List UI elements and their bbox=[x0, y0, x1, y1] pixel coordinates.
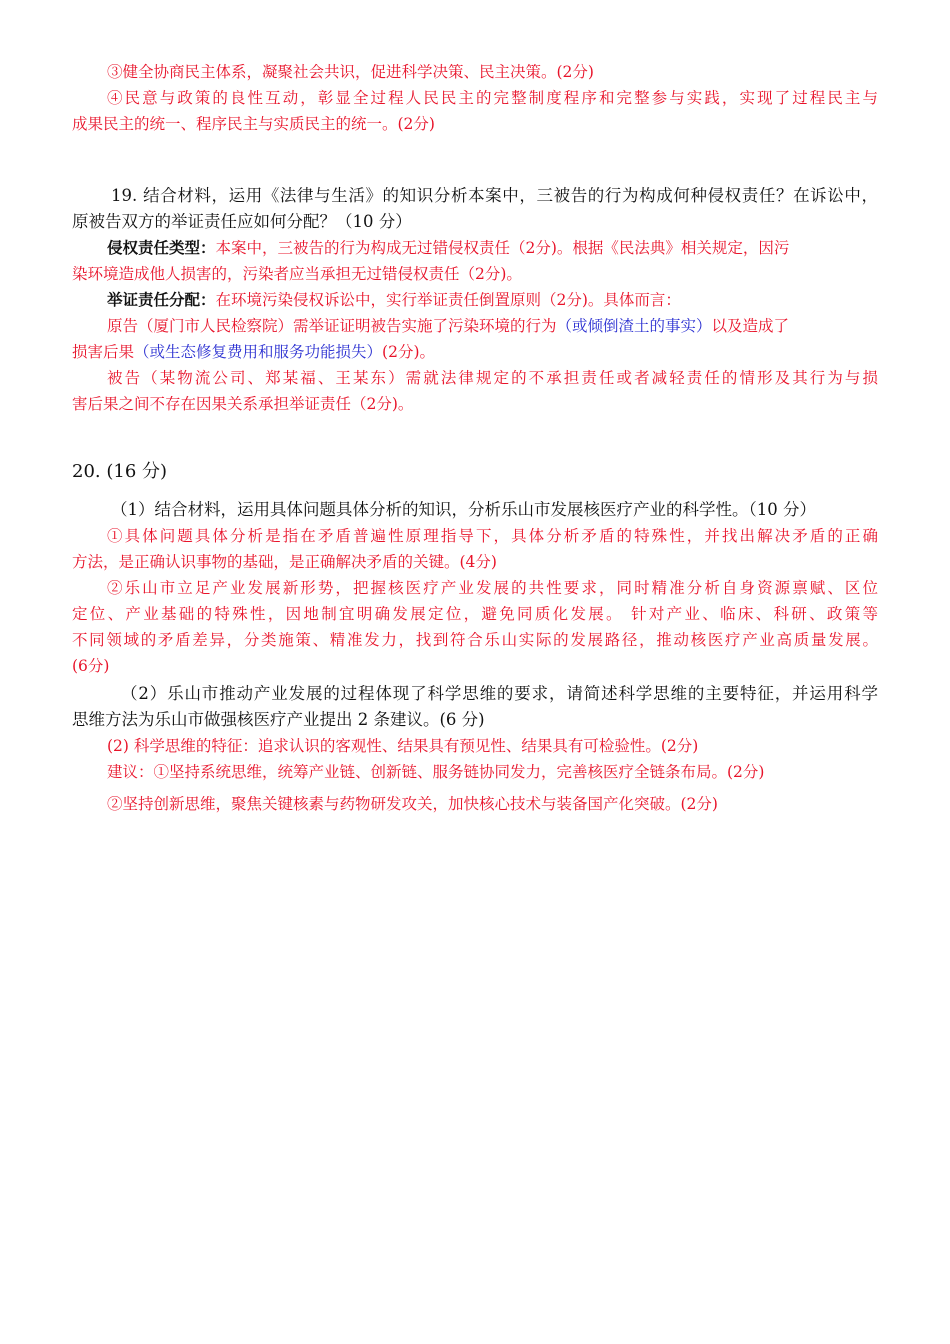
answer-item-4-line2: 成果民主的统一、程序民主与实质民主的统一。(2分) bbox=[72, 115, 435, 133]
q20-part2-answer-suggestion2: ②坚持创新思维，聚焦关键核素与药物研发攻关，加快核心技术与装备国产化突破。(2分) bbox=[107, 795, 718, 813]
q20-part2-stem-line1: （2）乐山市推动产业发展的过程体现了科学思维的要求，请简述科学思维的主要特征，并运用科学 bbox=[121, 684, 878, 703]
q19-plaintiff-line2 bbox=[72, 339, 878, 365]
q19-stem-line1: 19. 结合材料，运用《法律与生活》的知识分析本案中，三被告的行为构成何种侵权责任？在诉讼中， bbox=[111, 186, 878, 205]
q20-part1-answer2-line2: 定位、产业基础的特殊性，因地制宜明确发展定位，避免同质化发展。 针对产业、临床、科研、政策等 bbox=[72, 605, 878, 623]
q20-heading: 20. (16 分) bbox=[72, 461, 168, 482]
q19-tort-type-label: 侵权责任类型： bbox=[107, 239, 216, 257]
q19-plaintiff-alt-2: （或生态修复费用和服务功能损失） bbox=[134, 343, 383, 361]
q20-part1-answer2-line4: (6分) bbox=[72, 657, 110, 675]
q19-tort-type-text: 本案中，三被告的行为构成无过错侵权责任（2分)。根据《民法典》相关规定，因污 bbox=[215, 239, 790, 257]
q19-tort-type-line2: 染环境造成他人损害的，污染者应当承担无过错侵权责任（2分)。 bbox=[72, 265, 522, 283]
q19-plaintiff-text-3: 损害后果 bbox=[72, 343, 135, 361]
q19-plaintiff-line1 bbox=[107, 313, 878, 339]
q19-tort-type-line1 bbox=[107, 235, 878, 261]
q20-part1-stem: （1）结合材料，运用具体问题具体分析的知识，分析乐山市发展核医疗产业的科学性。（10 分） bbox=[111, 500, 816, 519]
q19-plaintiff-score: (2分)。 bbox=[382, 343, 435, 361]
q19-plaintiff-alt-1: （或倾倒渣土的事实） bbox=[556, 317, 712, 335]
q20-part2-answer-suggestion1: 建议：①坚持系统思维，统筹产业链、创新链、服务链协同发力，完善核医疗全链条布局。(2分) bbox=[107, 763, 765, 781]
q20-part2-stem-line2: 思维方法为乐山市做强核医疗产业提出 2 条建议。(6 分) bbox=[72, 710, 485, 729]
q20-part1-answer1-line1: ①具体问题具体分析是指在矛盾普遍性原理指导下，具体分析矛盾的特殊性，并找出解决矛盾的正确 bbox=[107, 527, 878, 545]
q19-plaintiff-text-1: 原告（厦门市人民检察院）需举证证明被告实施了污染环境的行为 bbox=[107, 317, 557, 335]
q19-burden-line bbox=[107, 287, 913, 313]
q19-burden-text: 在环境污染侵权诉讼中，实行举证责任倒置原则（2分)。具体而言： bbox=[215, 291, 681, 309]
q19-plaintiff-text-2: 以及造成了 bbox=[711, 317, 790, 335]
q19-defendant-line2: 害后果之间不存在因果关系承担举证责任（2分)。 bbox=[72, 395, 414, 413]
q19-defendant-line1: 被告（某物流公司、郑某福、王某东）需就法律规定的不承担责任或者减轻责任的情形及其行为与损 bbox=[107, 369, 878, 387]
q20-part1-answer2-line3: 不同领域的矛盾差异，分类施策、精准发力，找到符合乐山实际的发展路径，推动核医疗产业高质量发展。 bbox=[72, 631, 878, 649]
answer-item-4-line1: ④民意与政策的良性互动，彰显全过程人民民主的完整制度程序和完整参与实践，实现了过程民主与 bbox=[107, 89, 878, 107]
q19-stem-line2: 原被告双方的举证责任应如何分配？（10 分） bbox=[72, 212, 412, 231]
q20-part1-answer2-line1: ②乐山市立足产业发展新形势，把握核医疗产业发展的共性要求，同时精准分析自身资源禀赋、区位 bbox=[107, 579, 878, 597]
answer-item-3: ③健全协商民主体系，凝聚社会共识，促进科学决策、民主决策。(2分) bbox=[107, 63, 594, 81]
q20-part2-answer-features: (2) 科学思维的特征：追求认识的客观性、结果具有预见性、结果具有可检验性。(2分) bbox=[107, 737, 699, 755]
q20-part1-answer1-line2: 方法，是正确认识事物的基础，是正确解决矛盾的关键。(4分) bbox=[72, 553, 497, 571]
q19-burden-label: 举证责任分配： bbox=[107, 291, 216, 309]
